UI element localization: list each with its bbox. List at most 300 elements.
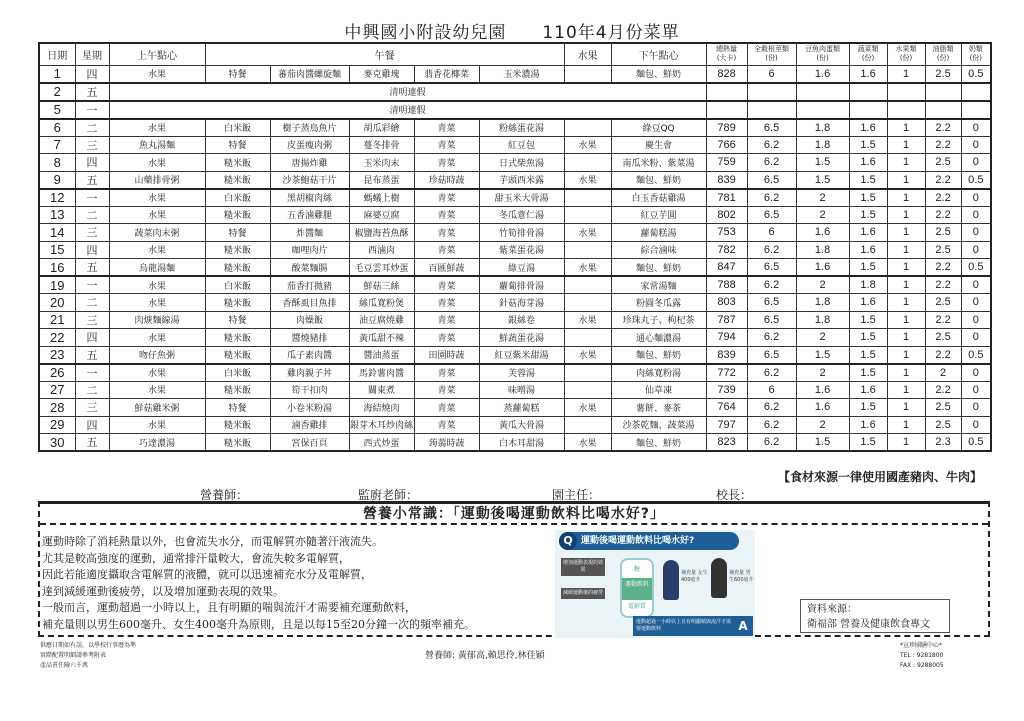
fruit-portion-cell: 1: [887, 329, 925, 347]
main-dish-cell: 五香滷雞腿: [270, 206, 349, 224]
header-calories: [706, 43, 747, 65]
vegetable-portion-cell: 1.5: [849, 364, 887, 382]
calories-cell: 781: [706, 189, 747, 207]
weekday-cell: 三: [75, 136, 109, 154]
label: 蔬菜類: [857, 45, 879, 54]
fruit-portion-cell: 1: [887, 259, 925, 277]
grains-cell: [747, 83, 796, 101]
date-cell: 26: [39, 364, 75, 382]
am-snack-cell: 水果: [109, 119, 205, 137]
milk-cell: 0.5: [961, 434, 991, 452]
fruit-portion-cell: 1: [887, 346, 925, 364]
ingredient-source-note: 【食材來源一律使用國產豬肉、牛肉】: [777, 470, 982, 484]
staple-cell: 白米飯: [205, 119, 270, 137]
am-snack-cell: 鮮菇雞米粥: [109, 399, 205, 417]
vegetable-portion-cell: 1.5: [849, 171, 887, 189]
fruit-portion-cell: 1: [887, 416, 925, 434]
date-cell: 28: [39, 399, 75, 417]
fruit-portion-cell: 1: [887, 241, 925, 259]
main-dish-cell: 沙茶鮑菇干片: [270, 171, 349, 189]
header-veg: [849, 43, 887, 65]
male-athlete-icon: [711, 558, 727, 598]
protein-cell: 1.8: [796, 311, 849, 329]
unit: (份): [816, 54, 829, 63]
infographic-label: 增加運動表現的效果: [561, 558, 605, 576]
fruit-portion-cell: 1: [887, 136, 925, 154]
date-cell: 9: [39, 171, 75, 189]
label: 奶類: [968, 45, 983, 54]
milk-cell: 0: [961, 364, 991, 382]
calories-cell: 772: [706, 364, 747, 382]
fruit-cell: [564, 65, 611, 83]
weekday-cell: 一: [75, 101, 109, 119]
side-dish-cell: 油豆腐燒雞: [349, 311, 414, 329]
grains-cell: 6.2: [747, 136, 796, 154]
grains-cell: 6: [747, 65, 796, 83]
fruit-portion-cell: 1: [887, 364, 925, 382]
date-cell: 8: [39, 154, 75, 172]
fat-cell: [925, 101, 961, 119]
protein-cell: [796, 101, 849, 119]
weekday-cell: 四: [75, 241, 109, 259]
menu-row: [39, 329, 991, 347]
main-dish-cell: 皮蛋瘦肉粥: [270, 136, 349, 154]
staple-cell: 白米飯: [205, 364, 270, 382]
side-dish-cell: 麻婆豆腐: [349, 206, 414, 224]
staple-cell: 特餐: [205, 399, 270, 417]
fat-cell: 2.5: [925, 65, 961, 83]
date-cell: 19: [39, 276, 75, 294]
pm-snack-cell: 紅豆芋圓: [611, 206, 706, 224]
side-dish-cell: 銀芽木耳炒肉絲: [349, 416, 414, 434]
vegetable-portion-cell: 1.5: [849, 189, 887, 207]
weekday-cell: 四: [75, 329, 109, 347]
am-snack-cell: 水果: [109, 206, 205, 224]
soup-cell: 白木耳甜湯: [479, 434, 564, 452]
vegetable-portion-cell: 1.6: [849, 119, 887, 137]
calories-cell: 787: [706, 311, 747, 329]
fruit-portion-cell: 1: [887, 434, 925, 452]
menu-table: [38, 42, 992, 452]
calories-cell: 782: [706, 241, 747, 259]
vegetable-portion-cell: 1.6: [849, 224, 887, 242]
vegetable-portion-cell: 1.5: [849, 399, 887, 417]
header-fruit-group: [887, 43, 925, 65]
date-cell: 12: [39, 189, 75, 207]
header-am-snack: 上午點心: [109, 43, 205, 65]
milk-cell: 0: [961, 224, 991, 242]
weekday-cell: 五: [75, 83, 109, 101]
signature-director: 園主任：: [552, 488, 601, 502]
pm-snack-cell: 綜合滷味: [611, 241, 706, 259]
soup-cell: 粉絲蛋花湯: [479, 119, 564, 137]
protein-cell: 1.5: [796, 346, 849, 364]
unit: (份): [899, 54, 913, 63]
fat-cell: 2.2: [925, 259, 961, 277]
milk-cell: 0.5: [961, 346, 991, 364]
soup-cell: 蘿蔔排骨湯: [479, 276, 564, 294]
weekday-cell: 三: [75, 399, 109, 417]
calories-cell: [706, 101, 747, 119]
main-dish-cell: 宮保百頁: [270, 434, 349, 452]
weekday-cell: 五: [75, 171, 109, 189]
sports-drink-infographic: [555, 530, 755, 638]
tip-line: 尤其是較高強度的運動，通常排汗量較大，會流失較多電解質，: [42, 551, 350, 565]
soup-cell: 玉米濃湯: [479, 65, 564, 83]
menu-row: [39, 206, 991, 224]
grains-cell: 6.2: [747, 154, 796, 172]
pm-snack-cell: 白玉香菇雞湯: [611, 189, 706, 207]
staple-cell: 糙米飯: [205, 329, 270, 347]
fat-cell: 2.5: [925, 329, 961, 347]
fruit-cell: 水果: [564, 434, 611, 452]
fruit-cell: 水果: [564, 136, 611, 154]
answer-banner: [633, 616, 753, 636]
soup-cell: 芋頭西米露: [479, 171, 564, 189]
soup-cell: 黃瓜大骨湯: [479, 416, 564, 434]
weekday-cell: 四: [75, 416, 109, 434]
side-dish-cell: 毛豆雲耳炒蛋: [349, 259, 414, 277]
pm-snack-cell: 麵包、鮮奶: [611, 171, 706, 189]
am-snack-cell: 吻仔魚粥: [109, 346, 205, 364]
side-dish-cell: 椒鹽海苔魚酥: [349, 224, 414, 242]
vegetable-portion-cell: 1.5: [849, 259, 887, 277]
grains-cell: 6.5: [747, 171, 796, 189]
am-snack-cell: 山藥排骨粥: [109, 171, 205, 189]
side-dish-cell: 醬油蒸蛋: [349, 346, 414, 364]
fat-cell: 2.5: [925, 224, 961, 242]
vegetable-cell: 青菜: [414, 189, 479, 207]
footer-note: 產品責任險六千萬: [40, 662, 89, 669]
fruit-cell: 水果: [564, 171, 611, 189]
staple-cell: 糙米飯: [205, 259, 270, 277]
menu-row: [39, 101, 991, 119]
fruit-cell: [564, 364, 611, 382]
protein-cell: 1.6: [796, 259, 849, 277]
vegetable-portion-cell: 1.6: [849, 154, 887, 172]
fruit-cell: [564, 294, 611, 312]
grains-cell: 6.5: [747, 119, 796, 137]
date-cell: 16: [39, 259, 75, 277]
grains-cell: 6.2: [747, 399, 796, 417]
header-fat: [925, 43, 961, 65]
header-protein: [796, 43, 849, 65]
vegetable-portion-cell: 1.8: [849, 276, 887, 294]
vegetable-portion-cell: 1.6: [849, 416, 887, 434]
header-weekday: 星期: [75, 43, 109, 65]
menu-row: [39, 311, 991, 329]
calories-cell: 753: [706, 224, 747, 242]
data-source-value: 衛福部 營養及健康飲食專文: [807, 619, 931, 630]
fat-cell: 2.5: [925, 399, 961, 417]
main-dish-cell: 筍干扣肉: [270, 381, 349, 399]
am-snack-cell: 水果: [109, 241, 205, 259]
calories-cell: [706, 83, 747, 101]
milk-cell: [961, 83, 991, 101]
pm-snack-cell: 仙草凍: [611, 381, 706, 399]
header-grains: [747, 43, 796, 65]
main-dish-cell: 酸菜麵腸: [270, 259, 349, 277]
pm-snack-cell: 麵包、鮮奶: [611, 65, 706, 83]
grains-cell: [747, 101, 796, 119]
infographic-title: 運動後喝運動飲料比喝水好?: [581, 536, 695, 546]
main-dish-cell: 唐揚炸雞: [270, 154, 349, 172]
main-dish-cell: 瓜子素肉醬: [270, 346, 349, 364]
fruit-portion-cell: 1: [887, 276, 925, 294]
footer-note: 供應日期如有誤，以學校行事曆為準: [40, 642, 137, 649]
infographic-banner: [559, 532, 739, 550]
weekday-cell: 四: [75, 154, 109, 172]
unit: (份): [765, 54, 778, 63]
am-snack-cell: 水果: [109, 381, 205, 399]
grains-cell: 6.5: [747, 346, 796, 364]
signature-kitchen-teacher: 監廚老師：: [358, 488, 419, 502]
answer-text: 運動超過一小時以上且有明顯喘與流汗才需要運動飲料: [636, 619, 732, 632]
milk-cell: 0: [961, 241, 991, 259]
fat-cell: 2.5: [925, 416, 961, 434]
fruit-portion-cell: [887, 101, 925, 119]
milk-cell: 0: [961, 154, 991, 172]
grains-cell: 6.2: [747, 416, 796, 434]
protein-cell: 1.5: [796, 434, 849, 452]
protein-cell: 1.5: [796, 154, 849, 172]
side-dish-cell: 黃瓜甜不辣: [349, 329, 414, 347]
fat-cell: 2.2: [925, 276, 961, 294]
grains-cell: 6: [747, 224, 796, 242]
bottle-sugar: 糖: [633, 566, 640, 573]
header-lunch: 午餐: [205, 43, 564, 65]
date-cell: 15: [39, 241, 75, 259]
vegetable-portion-cell: 1.6: [849, 294, 887, 312]
header-row: [39, 43, 991, 65]
unit: (份): [969, 54, 983, 63]
milk-cell: 0: [961, 311, 991, 329]
tip-line: 運動時除了消耗熱量以外，也會流失水分，而電解質亦隨著汗液流失。: [42, 535, 383, 548]
menu-row: [39, 119, 991, 137]
vegetable-cell: 田園時蔬: [414, 346, 479, 364]
label: 水果類: [895, 45, 917, 54]
pm-snack-cell: 粉圓冬瓜露: [611, 294, 706, 312]
weekday-cell: 三: [75, 224, 109, 242]
vegetable-portion-cell: 1.6: [849, 241, 887, 259]
vegetable-cell: 青菜: [414, 276, 479, 294]
fruit-cell: [564, 416, 611, 434]
fruit-cell: [564, 329, 611, 347]
pm-snack-cell: 沙茶乾麵、蔬菜湯: [611, 416, 706, 434]
calories-cell: 839: [706, 171, 747, 189]
vegetable-portion-cell: 1.6: [849, 381, 887, 399]
unit: (份): [861, 54, 875, 63]
calories-cell: 828: [706, 65, 747, 83]
weekday-cell: 一: [75, 189, 109, 207]
calories-cell: 823: [706, 434, 747, 452]
protein-cell: 1.5: [796, 171, 849, 189]
header-pm-snack: 下午點心: [611, 43, 706, 65]
calories-cell: 764: [706, 399, 747, 417]
grains-cell: 6: [747, 381, 796, 399]
weekday-cell: 一: [75, 364, 109, 382]
male-amount: 補充量 男生600毫升: [729, 570, 754, 583]
unit: (大卡): [716, 54, 737, 63]
staple-cell: 白米飯: [205, 276, 270, 294]
caterer-name: *宣珍團膳中心*: [900, 642, 943, 649]
menu-body: [39, 65, 991, 451]
vegetable-cell: 青菜: [414, 294, 479, 312]
menu-row: [39, 276, 991, 294]
tip-line: 達到減緩運動後疲勞，以及增加運動表現的效果。: [42, 584, 284, 598]
weekday-cell: 四: [75, 65, 109, 83]
answer-icon: A: [738, 619, 748, 633]
protein-cell: 1.6: [796, 65, 849, 83]
staple-cell: 糙米飯: [205, 434, 270, 452]
menu-row: [39, 154, 991, 172]
vegetable-portion-cell: 1.5: [849, 346, 887, 364]
footer-notes: [40, 641, 136, 671]
fruit-cell: [564, 206, 611, 224]
fat-cell: [925, 83, 961, 101]
fruit-cell: [564, 241, 611, 259]
fat-cell: 2.3: [925, 434, 961, 452]
menu-row: [39, 364, 991, 382]
menu-row: [39, 294, 991, 312]
fruit-cell: 水果: [564, 399, 611, 417]
milk-cell: 0.5: [961, 259, 991, 277]
fruit-portion-cell: 1: [887, 189, 925, 207]
soup-cell: 紫菜蛋花湯: [479, 241, 564, 259]
vegetable-portion-cell: 1.5: [849, 206, 887, 224]
staple-cell: 糙米飯: [205, 154, 270, 172]
calories-cell: 802: [706, 206, 747, 224]
soup-cell: 鮮蔬蛋花湯: [479, 329, 564, 347]
side-dish-cell: 關東煮: [349, 381, 414, 399]
staple-cell: 特餐: [205, 136, 270, 154]
soup-cell: 綠豆湯: [479, 259, 564, 277]
bottle-electrolyte: 電解質: [627, 603, 646, 610]
fat-cell: 2.2: [925, 346, 961, 364]
staple-cell: 糙米飯: [205, 416, 270, 434]
protein-cell: 2: [796, 189, 849, 207]
weekday-cell: 二: [75, 381, 109, 399]
side-dish-cell: 西式炒蛋: [349, 434, 414, 452]
date-cell: 20: [39, 294, 75, 312]
am-snack-cell: 水果: [109, 329, 205, 347]
menu-row: [39, 259, 991, 277]
calories-cell: 789: [706, 119, 747, 137]
tip-line: 補充量則以男生600毫升、女生400毫升為原則，且是以每15至20分鐘一次的頻率補充。: [42, 617, 475, 631]
weekday-cell: 五: [75, 346, 109, 364]
menu-row: [39, 65, 991, 83]
protein-cell: 2: [796, 364, 849, 382]
fat-cell: 2.2: [925, 119, 961, 137]
fat-cell: 2.5: [925, 154, 961, 172]
milk-cell: 0: [961, 189, 991, 207]
soup-cell: 銀絲卷: [479, 311, 564, 329]
weekday-cell: 二: [75, 206, 109, 224]
protein-cell: 2: [796, 276, 849, 294]
weekday-cell: 三: [75, 311, 109, 329]
staple-cell: 特餐: [205, 311, 270, 329]
fruit-portion-cell: 1: [887, 311, 925, 329]
fat-cell: 2.2: [925, 381, 961, 399]
menu-row: [39, 416, 991, 434]
label: 油脂類: [932, 45, 954, 54]
pm-snack-cell: 蘿蔔糕湯: [611, 224, 706, 242]
soup-cell: 紅豆包: [479, 136, 564, 154]
staple-cell: 白米飯: [205, 189, 270, 207]
fat-cell: 2.5: [925, 294, 961, 312]
menu-row: [39, 136, 991, 154]
protein-cell: 1.6: [796, 399, 849, 417]
main-dish-cell: 小卷米粉湯: [270, 399, 349, 417]
soup-cell: 竹筍排骨湯: [479, 224, 564, 242]
protein-cell: 1.8: [796, 119, 849, 137]
menu-row: [39, 434, 991, 452]
am-snack-cell: 魚丸湯麵: [109, 136, 205, 154]
pm-snack-cell: 通心麵濃湯: [611, 329, 706, 347]
protein-cell: 2: [796, 206, 849, 224]
date-cell: 13: [39, 206, 75, 224]
protein-cell: 1.8: [796, 136, 849, 154]
main-dish-cell: 樹子蒸鳥魚片: [270, 119, 349, 137]
side-dish-cell: 昆布蒸蛋: [349, 171, 414, 189]
footer-note: 實際配置明細請參考附表: [40, 652, 107, 659]
grains-cell: 6.2: [747, 364, 796, 382]
question-icon: Q: [559, 532, 577, 550]
pm-snack-cell: 南瓜米粉、紫菜湯: [611, 154, 706, 172]
soup-cell: 甜玉米大骨湯: [479, 189, 564, 207]
vegetable-cell: 青菜: [414, 136, 479, 154]
milk-cell: 0: [961, 399, 991, 417]
protein-cell: 1.8: [796, 241, 849, 259]
footer-contact: [900, 641, 944, 671]
weekday-cell: 五: [75, 434, 109, 452]
fruit-portion-cell: 1: [887, 154, 925, 172]
am-snack-cell: 水果: [109, 154, 205, 172]
milk-cell: 0.5: [961, 171, 991, 189]
weekday-cell: 二: [75, 119, 109, 137]
menu-row: [39, 189, 991, 207]
vegetable-portion-cell: 1.5: [849, 136, 887, 154]
date-cell: 14: [39, 224, 75, 242]
fat-cell: 2.2: [925, 206, 961, 224]
signature-dietitian: 營養師：: [200, 488, 249, 502]
nutrition-tip-heading: 營養小常識：「運動後喝運動飲料比喝水好?」: [40, 504, 988, 525]
calories-cell: 739: [706, 381, 747, 399]
soup-cell: 蒸蘿蔔糕: [479, 399, 564, 417]
nutrition-tip-box: [38, 501, 990, 637]
grains-cell: 6.5: [747, 311, 796, 329]
soup-cell: 紅豆紫米甜湯: [479, 346, 564, 364]
menu-row: [39, 399, 991, 417]
main-dish-cell: 黑胡椒肉絲: [270, 189, 349, 207]
staple-cell: 糙米飯: [205, 346, 270, 364]
protein-cell: 2: [796, 329, 849, 347]
menu-row: [39, 241, 991, 259]
fruit-portion-cell: 1: [887, 206, 925, 224]
side-dish-cell: 玉米肉末: [349, 154, 414, 172]
milk-cell: 0: [961, 119, 991, 137]
vegetable-portion-cell: [849, 83, 887, 101]
am-snack-cell: 水果: [109, 276, 205, 294]
vegetable-cell: 翡香花椰菜: [414, 65, 479, 83]
calories-cell: 766: [706, 136, 747, 154]
soup-cell: 味噌湯: [479, 381, 564, 399]
am-snack-cell: 巧達濃湯: [109, 434, 205, 452]
side-dish-cell: 絲瓜寬粉煲: [349, 294, 414, 312]
calories-cell: 788: [706, 276, 747, 294]
data-source-box: [800, 599, 950, 633]
am-snack-cell: 水果: [109, 189, 205, 207]
